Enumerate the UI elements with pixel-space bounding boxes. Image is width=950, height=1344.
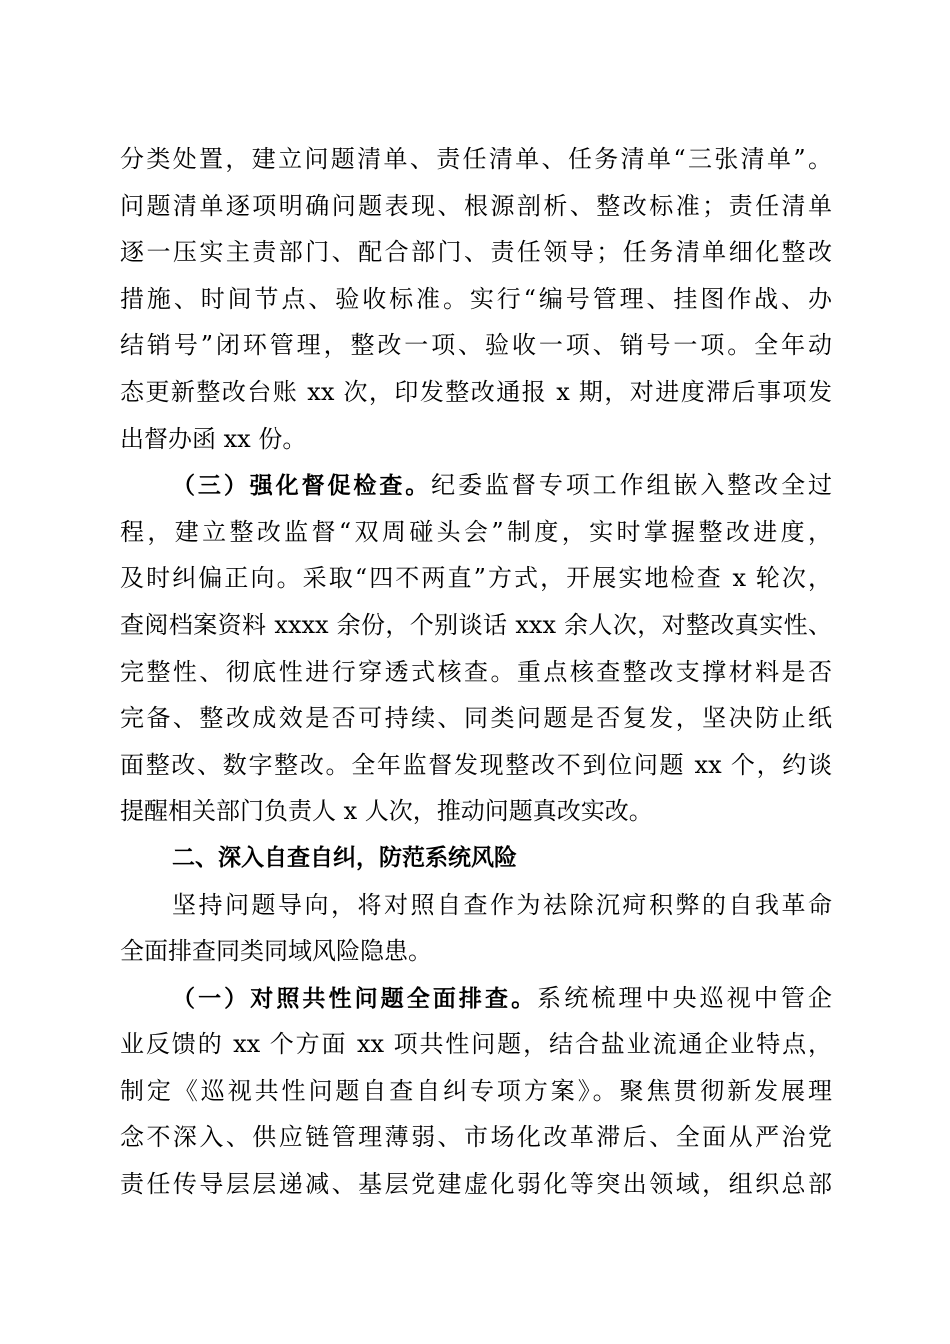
text-segment: 纪委监督专项工作组嵌入整改全过: [431, 471, 832, 500]
section-heading: 二、深入自查自纠，防范系统风险: [172, 844, 517, 871]
text-line: 结销号”闭环管理，整改一项、验收一项、销号一项。全年动: [120, 331, 832, 360]
text-line: 措施、时间节点、验收标准。实行“编号管理、挂图作战、办: [120, 284, 832, 313]
text-line: 态更新整改台账 xx 次，印发整改通报 x 期，对进度滞后事项发: [120, 377, 832, 406]
text-line: 完整性、彻底性进行穿透式核查。重点核查整改支撑材料是否: [120, 657, 832, 686]
text-line: 业反馈的 xx 个方面 xx 项共性问题，结合盐业流通企业特点，: [120, 1030, 832, 1059]
paragraph-self-inspection: [120, 882, 832, 975]
text-line: 程，建立整改监督“双周碰头会”制度，实时掌握整改进度，: [120, 517, 832, 546]
text-line: 完备、整改成效是否可持续、同类问题是否复发，坚决防止纸: [120, 704, 832, 733]
text-line: 及时纠偏正向。采取“四不两直”方式，开展实地检查 x 轮次，: [120, 564, 832, 593]
text-line: 问题清单逐项明确问题表现、根源剖析、整改标准；责任清单: [120, 191, 832, 220]
text-line: 分类处置，建立问题清单、责任清单、任务清单“三张清单”。: [120, 145, 832, 173]
document-page: [120, 136, 832, 1208]
text-line: [120, 975, 832, 1022]
text-line: 出督办函 xx 份。: [120, 424, 307, 453]
text-line: 全面排查同类同域风险隐患。: [120, 937, 432, 966]
text-line: 坚持问题导向，将对照自查作为祛除沉疴积弊的自我革命: [172, 890, 832, 919]
paragraph-rectification-list: [120, 136, 832, 462]
section-lead-title: （一）对照共性问题全面排查。: [172, 985, 538, 1012]
paragraph-supervision-check: [120, 462, 832, 835]
text-line: [120, 462, 832, 509]
text-line: 念不深入、供应链管理薄弱、市场化改革滞后、全面从严治党: [120, 1123, 832, 1152]
text-line: 提醒相关部门负责人 x 人次，推动问题真改实改。: [120, 797, 653, 826]
text-segment: 系统梳理中央巡视中管企: [537, 983, 832, 1012]
section-lead-title: （三）强化督促检查。: [172, 473, 432, 500]
text-line: 制定《巡视共性问题自查自纠专项方案》。聚焦贯彻新发展理: [120, 1076, 832, 1105]
text-line: 查阅档案资料 xxxx 余份，个别谈话 xxx 余人次，对整改真实性、: [120, 610, 832, 639]
text-line: 逐一压实主责部门、配合部门、责任领导；任务清单细化整改: [120, 238, 832, 267]
paragraph-common-issues: [120, 975, 832, 1208]
text-line: 责任传导层层递减、基层党建虚化弱化等突出领域，组织总部: [120, 1170, 832, 1199]
text-line: 面整改、数字整改。全年监督发现整改不到位问题 xx 个，约谈: [120, 750, 832, 779]
